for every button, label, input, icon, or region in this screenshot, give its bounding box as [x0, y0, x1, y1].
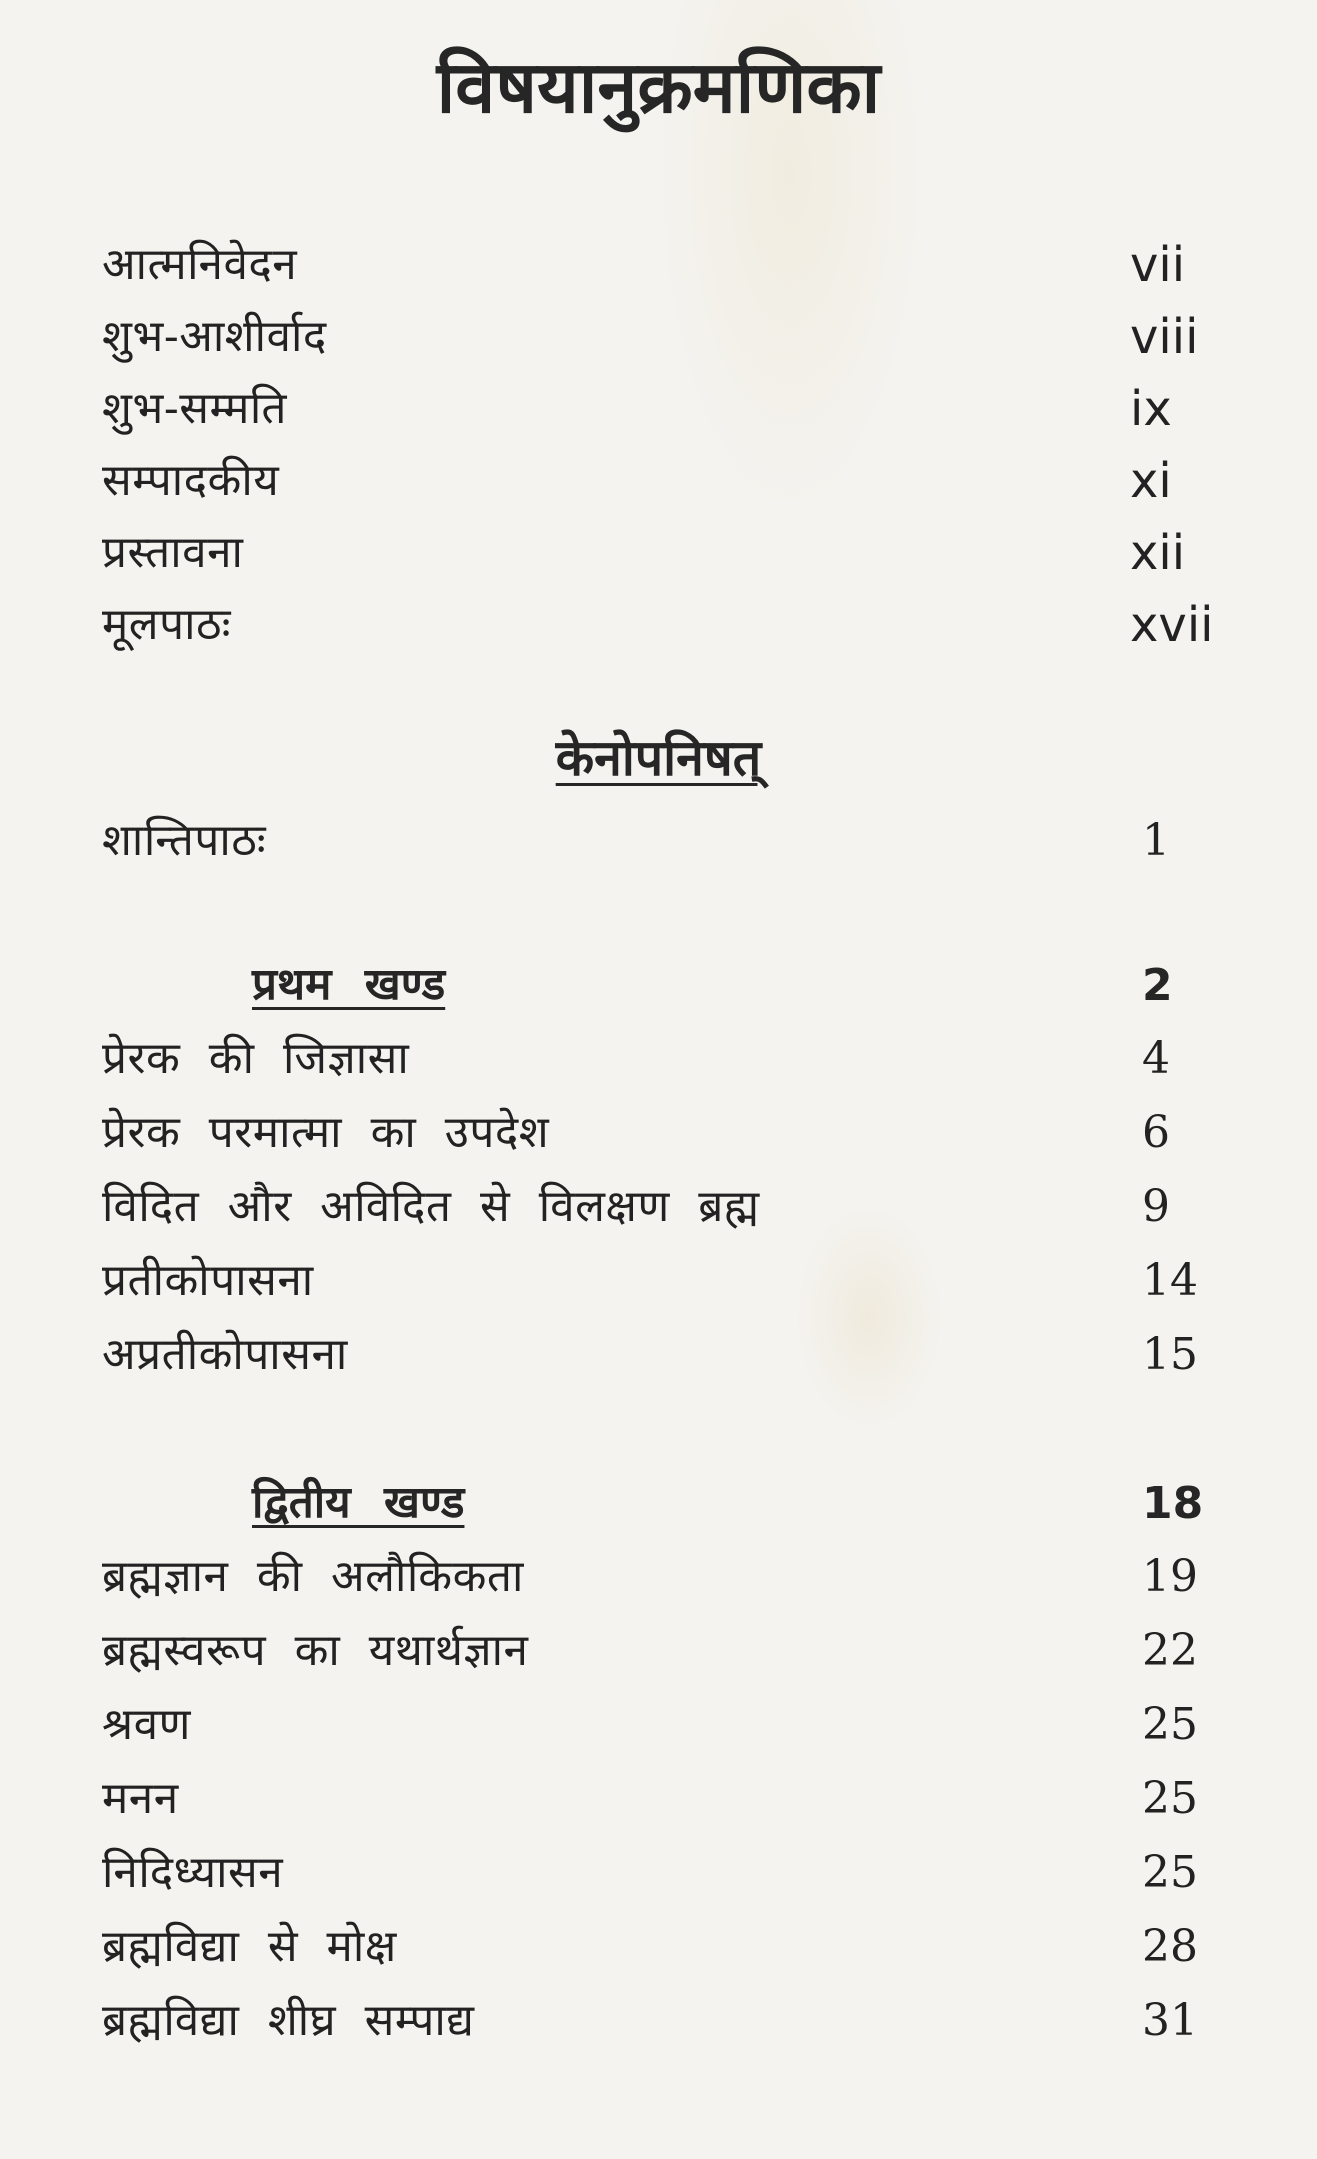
entry-page: 9 [1142, 1181, 1170, 1232]
entry-page: 14 [1142, 1255, 1198, 1306]
toc-entry-k2-2 [102, 1616, 1232, 1686]
khand-page: 18 [1142, 1477, 1204, 1529]
entry-label: प्रतीकोपासना [102, 1255, 314, 1306]
entry-label: ब्रह्मस्वरूप का यथार्थज्ञान [102, 1625, 529, 1676]
entry-label: आत्मनिवेदन [102, 239, 298, 290]
toc-entry-k2-5 [102, 1838, 1232, 1908]
entry-label: मूलपाठः [102, 599, 231, 650]
upanishad-title: केनोपनिषत् [555, 729, 762, 787]
khand-page: 2 [1142, 959, 1173, 1011]
toc-entry-k2-1 [102, 1542, 1232, 1612]
entry-label: ब्रह्मविद्या शीघ्र सम्पाद्य [102, 1995, 475, 2046]
toc-entry-k1-3 [102, 1172, 1232, 1242]
toc-entry-k2-4 [102, 1764, 1232, 1834]
khand-heading-row-1 [102, 950, 1232, 1020]
entry-page: 25 [1142, 1773, 1198, 1824]
entry-page: 22 [1142, 1625, 1198, 1676]
entry-label: सम्पादकीय [102, 455, 280, 506]
entry-page: 6 [1142, 1107, 1170, 1158]
toc-entry-front-6 [102, 590, 1232, 660]
section-title [0, 726, 1317, 790]
toc-entry-k1-4 [102, 1246, 1232, 1316]
entry-label: ब्रह्मज्ञान की अलौकिकता [102, 1551, 524, 1602]
entry-page: ix [1130, 381, 1172, 437]
entry-page: 25 [1142, 1699, 1198, 1750]
entry-label: निदिध्यासन [102, 1847, 284, 1898]
entry-page: xi [1130, 453, 1172, 509]
toc-entry-k1-1 [102, 1024, 1232, 1094]
entry-page: 4 [1142, 1033, 1170, 1084]
khand-heading: द्वितीय खण्ड [252, 1477, 465, 1528]
toc-entry-k2-7 [102, 1986, 1232, 2056]
entry-label: शुभ-आशीर्वाद [102, 311, 327, 362]
toc-entry-k1-2 [102, 1098, 1232, 1168]
entry-page: vii [1130, 237, 1186, 293]
toc-entry-front-1 [102, 230, 1232, 300]
toc-entry-shanti [102, 806, 1232, 876]
khand-heading: प्रथम खण्ड [252, 959, 446, 1010]
entry-page: 1 [1142, 815, 1170, 866]
toc-entry-front-5 [102, 518, 1232, 588]
entry-page: 15 [1142, 1329, 1198, 1380]
entry-label: शुभ-सम्मति [102, 383, 287, 434]
entry-page: xvii [1130, 597, 1214, 653]
entry-label: विदित और अविदित से विलक्षण ब्रह्म [102, 1181, 760, 1232]
entry-label: प्रस्तावना [102, 527, 244, 578]
toc-entry-k2-6 [102, 1912, 1232, 1982]
toc-entry-front-3 [102, 374, 1232, 444]
entry-page: 19 [1142, 1551, 1198, 1602]
toc-entry-k1-5 [102, 1320, 1232, 1390]
entry-page: 28 [1142, 1921, 1198, 1972]
toc-entry-front-2 [102, 302, 1232, 372]
entry-label: ब्रह्मविद्या से मोक्ष [102, 1921, 397, 1972]
entry-page: xii [1130, 525, 1186, 581]
toc-entry-k2-3 [102, 1690, 1232, 1760]
entry-label: श्रवण [102, 1699, 191, 1750]
entry-page: 31 [1142, 1995, 1198, 2046]
entry-page: 25 [1142, 1847, 1198, 1898]
khand-heading-row-2 [102, 1468, 1232, 1538]
entry-label: मनन [102, 1773, 179, 1824]
entry-label: प्रेरक परमात्मा का उपदेश [102, 1107, 550, 1158]
entry-label: प्रेरक की जिज्ञासा [102, 1033, 410, 1084]
entry-label: शान्तिपाठः [102, 815, 267, 866]
entry-label: अप्रतीकोपासना [102, 1329, 348, 1380]
toc-entry-front-4 [102, 446, 1232, 516]
page-title: विषयानुक्रमणिका [436, 45, 881, 129]
entry-page: viii [1130, 309, 1199, 365]
